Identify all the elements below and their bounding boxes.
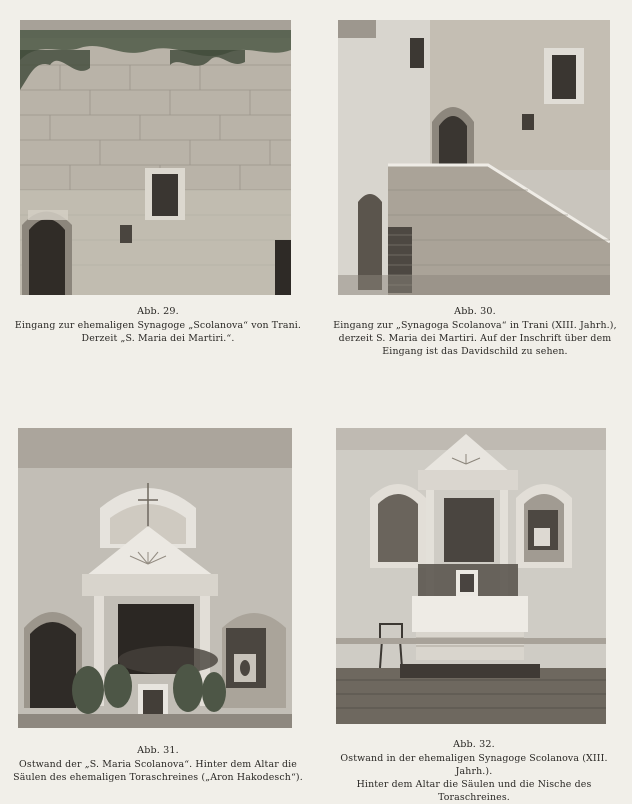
caption-abb-31: [6, 744, 310, 784]
caption-line: Ostwand der „S. Maria Scolanova“. Hinter dem Altar die: [19, 759, 297, 770]
figure-number: Abb. 32.: [453, 739, 495, 750]
figure-number: Abb. 29.: [137, 306, 179, 317]
caption-abb-30: [330, 305, 620, 358]
caption-abb-29: [8, 305, 308, 345]
caption-line: derzeit S. Maria dei Martiri. Auf der Inschrift über dem: [338, 333, 612, 344]
figure-number: Abb. 31.: [137, 745, 179, 756]
caption-line: Säulen des ehemaligen Toraschreines („Aron Hakodesch“).: [13, 772, 303, 783]
caption-line: Ostwand in der ehemaligen Synagoge Scolanova (XIII. Jahrh.).: [340, 753, 608, 777]
caption-line: Eingang zur „Synagoga Scolanova“ in Trani (XIII. Jahrh.),: [333, 320, 617, 331]
caption-line: Derzeit „S. Maria dei Martiri.“.: [81, 333, 235, 344]
caption-line: Hinter dem Altar die Säulen und die Nische des Toraschreines.: [356, 779, 592, 803]
caption-abb-32: [324, 738, 624, 804]
photo-abb-31: [18, 428, 292, 728]
photo-abb-29: [20, 20, 291, 295]
caption-line: Eingang zur ehemaligen Synagoge „Scolanova“ von Trani.: [14, 320, 302, 331]
caption-line: Eingang ist das Davidschild zu sehen.: [382, 346, 568, 357]
figure-number: Abb. 30.: [454, 306, 496, 317]
photo-abb-32: [336, 428, 606, 724]
photo-abb-30: [338, 20, 610, 295]
